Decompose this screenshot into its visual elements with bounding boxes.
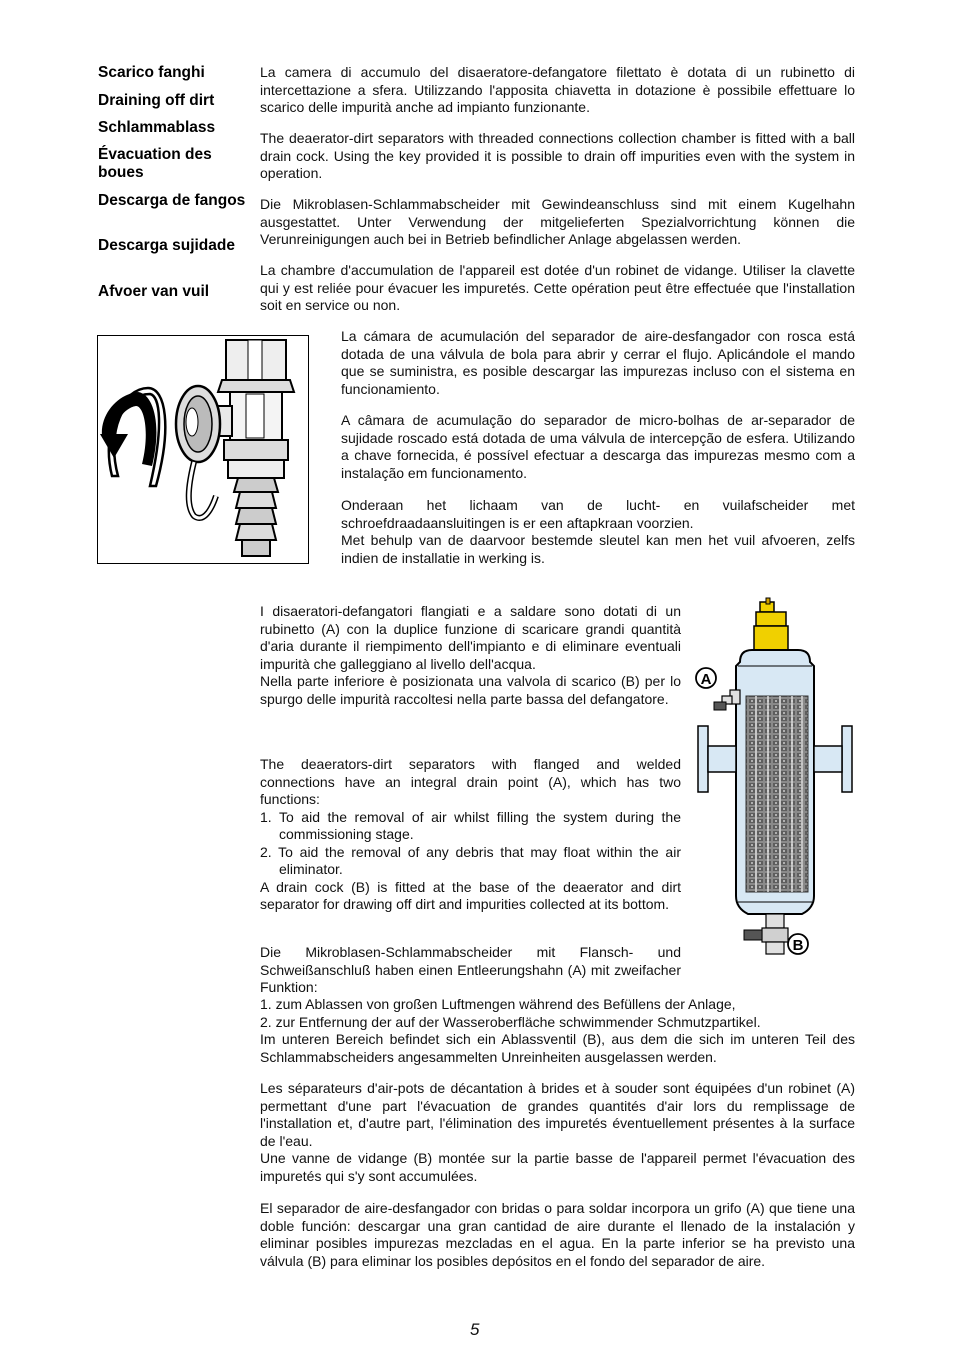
heading-pt: Descarga sujidade xyxy=(98,237,235,254)
flanged-paragraph-es: El separador de aire-desfangador con bridas o para soldar incorpora un grifo (A) que tiene una doble función: descargar una gran cantidad de aire durante el llenado de la instalación y eliminar posibles impurezas mezcladas en el agua. En la parte inferior se ha previsto una válvula (B) para eliminar los posibles depósitos en el fondo del separador de aire. xyxy=(260,1200,855,1269)
flanged-it-line1: I disaeratori-defangatori flangiati e a saldare sono dotati di un rubinetto (A) con la duplice funzione di scaricare grandi quantità d'aria durante il riempimento dell'impianto e di eliminare eventuali impurità che galleggiano al livello dell'acqua. xyxy=(260,603,681,672)
separator-illustration xyxy=(692,596,858,966)
flanged-fr-line1: Les séparateurs d'air-pots de décantation à brides et à souder sont équipées d'un robinet (A) permettant d'une part l'évacuation de grandes quantités d'air lors du remplissage de l'installation et, d'autre part, l'élimination des impuretés éventuellement présentes à la surface de l'eau. xyxy=(260,1080,855,1149)
paragraph-it: La camera di accumulo del disaeratore-defangatore filettato è dotata di un rubinetto di intercettazione a sfera. Utilizzando l'apposita chiavetta in dotazione è possibile effettuare lo scarico delle impurità anche ad impianto funzionante. xyxy=(260,64,855,115)
paragraph-nl-line1: Onderaan het lichaam van de lucht- en vuilafscheider met schroefdraadaansluitingen is er een aftapkraan voorzien. xyxy=(341,497,855,531)
flanged-en-intro: The deaerators-dirt separators with flanged and welded connections have an integral drain point (A), which has two functions: xyxy=(260,756,681,807)
heading-en: Draining off dirt xyxy=(98,92,215,109)
heading-nl: Afvoer van vuil xyxy=(98,283,210,300)
label-a: A xyxy=(700,671,712,688)
flanged-separator-figure xyxy=(692,596,858,966)
rotation-arrow-icon xyxy=(100,388,165,486)
flanged-paragraph-de xyxy=(260,996,855,1066)
flanged-it-line2: Nella parte inferiore è posizionata una valvola di scarico (B) per lo spurgo delle impurità raccoltesi nella parte bassa del defangatore. xyxy=(260,673,681,707)
flanged-de-item-1: 1. zum Ablassen von großen Luftmengen während des Befüllens der Anlage, xyxy=(260,996,736,1012)
flanged-de-outro: Im unteren Bereich befindet sich ein Ablassventil (B), aus dem die sich im unteren Teil des Schlammabscheiders angesammelten Unreinheiten ausgelassen werden. xyxy=(260,1031,855,1065)
heading-fr: Évacuation des boues xyxy=(98,146,212,181)
heading-de: Schlammablass xyxy=(98,119,216,136)
paragraph-nl-line2: Met behulp van de daarvoor bestemde sleutel kan men het vuil afvoeren, zelfs indien de installatie in werking is. xyxy=(341,532,855,566)
flanged-paragraph-de-intro: Die Mikroblasen-Schlammabscheider mit Flansch- und Schweißanschluß haben einen Entleerungshahn (A) mit zweifacher Funktion: xyxy=(260,944,681,995)
drain-cock-b-icon xyxy=(744,914,788,954)
paragraph-nl xyxy=(341,497,855,567)
flanged-paragraph-en xyxy=(260,756,681,914)
drain-cock-illustration xyxy=(98,336,308,563)
flanged-paragraph-it xyxy=(260,603,681,708)
heading-es: Descarga de fangos xyxy=(98,192,246,209)
paragraph-fr: La chambre d'accumulation de l'appareil est dotée d'un robinet de vidange. Utiliser la clavette qui y est reliée pour évacuer les impuretés. Cette opération peut être effectuée que l'installation soit en service ou non. xyxy=(260,262,855,313)
flanged-en-item-1: 1. To aid the removal of air whilst filling the system during the commissioning stage. xyxy=(260,808,681,842)
paragraph-en: The deaerator-dirt separators with threaded connections collection chamber is fitted with a ball drain cock. Using the key provided it is possible to drain off impurities even with the system in operation. xyxy=(260,130,855,181)
flanged-paragraph-fr xyxy=(260,1080,855,1185)
flanged-en-item-2: 2. To aid the removal of any debris that may float within the air eliminator. xyxy=(260,843,681,877)
flanged-en-outro: A drain cock (B) is fitted at the base of the deaerator and dirt separator for drawing off dirt and impurities collected at its bottom. xyxy=(260,878,681,912)
drain-cock-figure xyxy=(97,335,309,564)
flanged-de-item-2: 2. zur Entfernung der auf der Wasseroberfläche schwimmender Schmutzpartikel. xyxy=(260,1013,761,1030)
page-number: 5 xyxy=(470,1320,480,1339)
label-b: B xyxy=(792,937,804,954)
heading-it: Scarico fanghi xyxy=(98,64,205,81)
flanged-fr-line2: Une vanne de vidange (B) montée sur la partie basse de l'appareil permet l'évacuation des impuretés qui s'y sont accumulées. xyxy=(260,1150,855,1184)
paragraph-pt: A câmara de acumulação do separador de micro-bolhas de ar-separador de sujidade roscado está dotada de uma válvula de intercepção de esfera. Utilizando a chave fornecida, é possível efectuar a descarga das impurezas mesmo com a instalação em funcionamento. xyxy=(341,412,855,481)
paragraph-de: Die Mikroblasen-Schlammabscheider mit Gewindeanschluss sind mit einem Kugelhahn ausgestattet. Unter Verwendung der mitgelieferten Spezialvorrichtung können die Verunreinigungen auch bei in Betrieb befindlicher Anlage abgelassen werden. xyxy=(260,196,855,247)
paragraph-es: La cámara de acumulación del separador de aire-desfangador con rosca está dotada de una válvula de bola para abrir y cerrar el flujo. Aplicándole el mando que se suministra, es posible descargar las impurezas incluso con el sistema en funcionamiento. xyxy=(341,328,855,397)
